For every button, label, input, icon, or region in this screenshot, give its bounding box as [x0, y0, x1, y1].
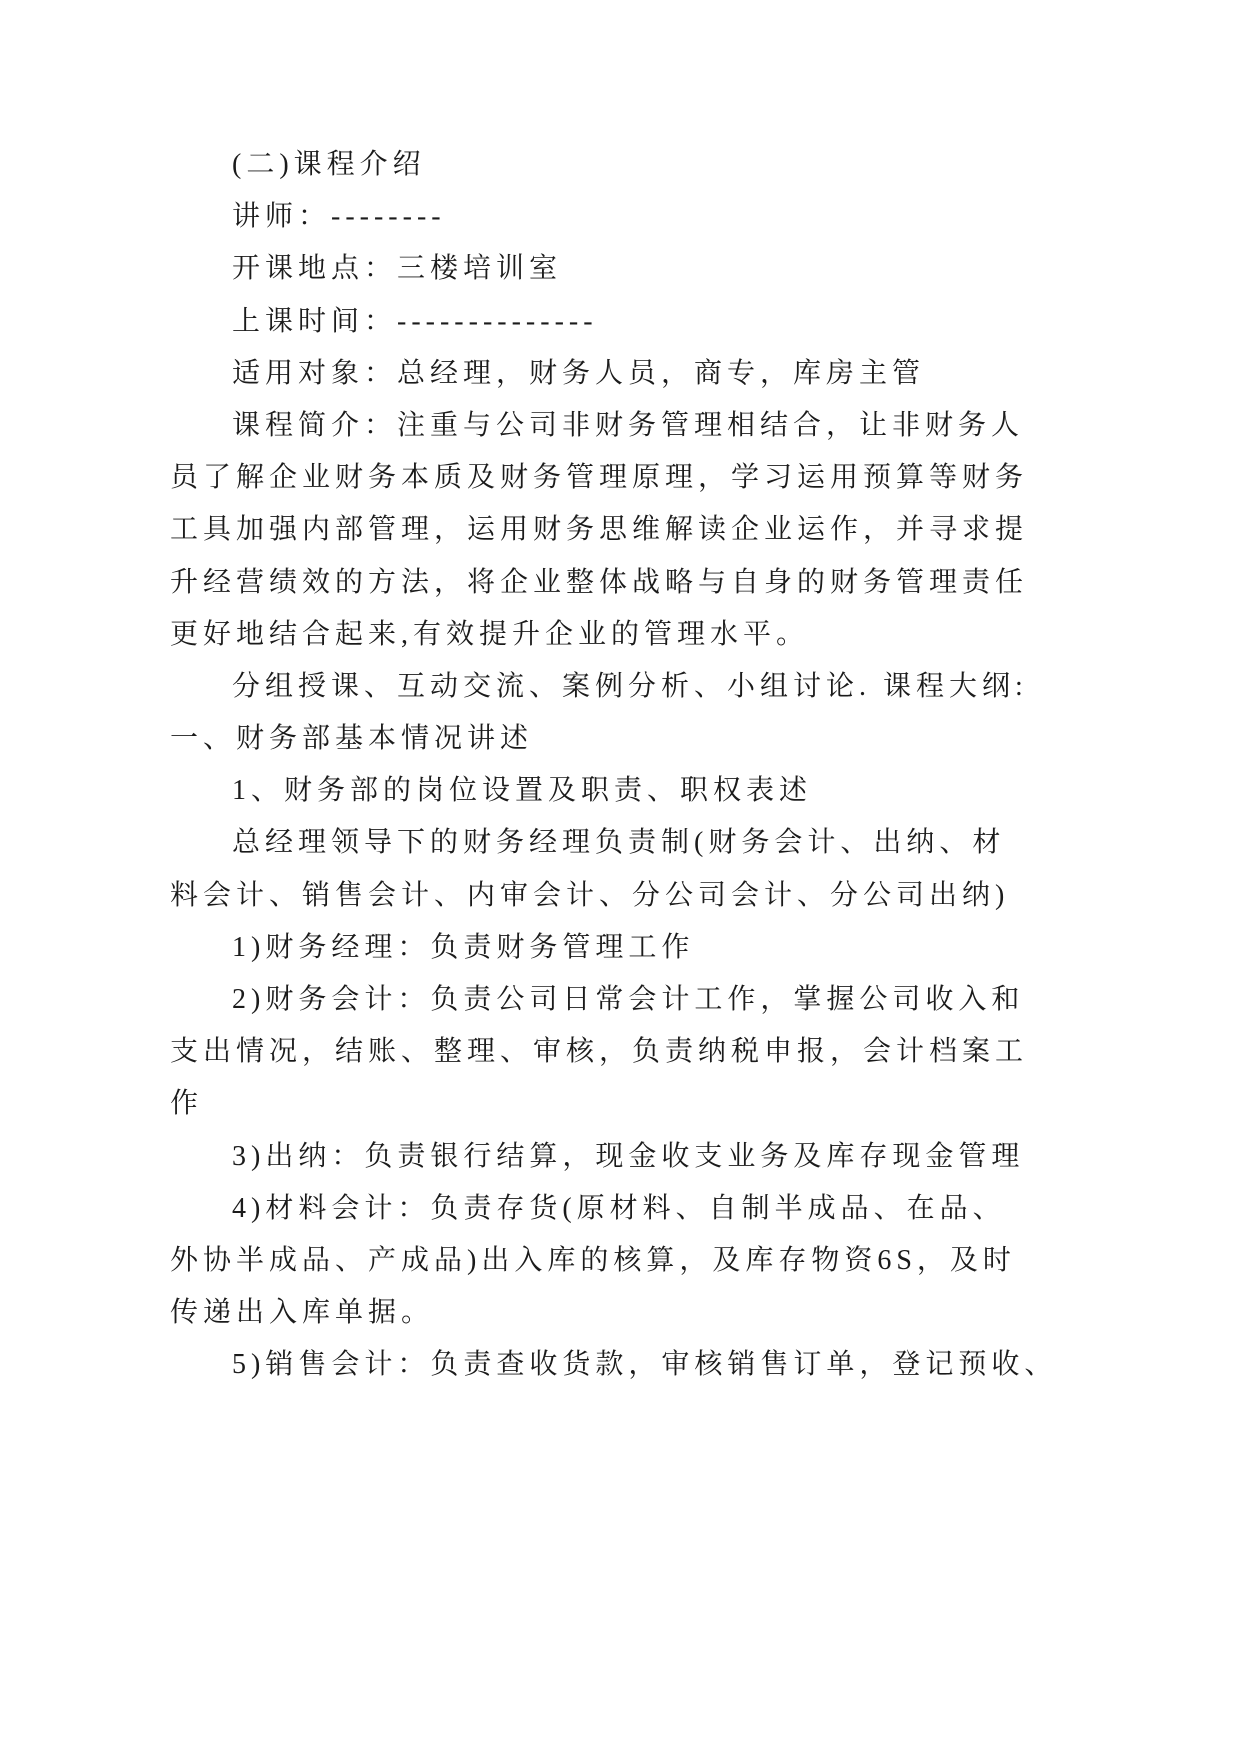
text-line: 员了解企业财务本质及财务管理原理，学习运用预算等财务 — [170, 462, 1029, 494]
paragraph-item-3 — [170, 1131, 1090, 1183]
text-line: (二)课程介绍 — [232, 149, 426, 180]
text-line: 讲师：-------- — [232, 201, 446, 233]
text-line: 料会计、销售会计、内审会计、分公司会计、分公司出纳) — [170, 879, 1010, 911]
paragraph-item-4 — [170, 1183, 1090, 1340]
paragraph-item-2 — [170, 974, 1090, 1131]
paragraph-item-5 — [170, 1339, 1090, 1391]
text-line: 5)销售会计：负责查收货款，审核销售订单，登记预收、 — [232, 1349, 1058, 1381]
paragraph-audience — [170, 348, 1090, 400]
text-line: 工具加强内部管理，运用财务思维解读企业运作，并寻求提 — [170, 514, 1029, 546]
text-line: 外协半成品、产成品)出入库的核算，及库存物资6S，及时 — [170, 1244, 1016, 1276]
text-line: 适用对象：总经理，财务人员，商专，库房主管 — [232, 357, 926, 389]
paragraph-lecturer — [170, 191, 1090, 243]
text-line: 支出情况，结账、整理、审核，负责纳税申报，会计档案工 — [170, 1036, 1029, 1068]
paragraph-class-time — [170, 296, 1090, 348]
text-line: 1、财务部的岗位设置及职责、职权表述 — [232, 775, 813, 807]
text-line: 更好地结合起来,有效提升企业的管理水平。 — [170, 618, 810, 650]
text-line: 上课时间：-------------- — [232, 305, 598, 337]
text-line: 一、财务部基本情况讲述 — [170, 723, 534, 755]
text-line: 升经营绩效的方法，将企业整体战略与自身的财务管理责任 — [170, 566, 1029, 598]
text-line: 传递出入库单据。 — [170, 1297, 435, 1329]
text-line: 3)出纳：负责银行结算，现金收支业务及库存现金管理 — [232, 1140, 1025, 1172]
paragraph-course-summary — [170, 400, 1090, 661]
paragraph-teaching-methods — [170, 661, 1090, 765]
text-line: 作 — [170, 1088, 204, 1120]
text-line: 2)财务会计：负责公司日常会计工作，掌握公司收入和 — [232, 984, 1025, 1015]
text-line: 分组授课、互动交流、案例分析、小组讨论. 课程大纲: — [232, 670, 1028, 702]
paragraph-location — [170, 243, 1090, 295]
paragraph-responsibility-system — [170, 817, 1090, 921]
paragraph-course-intro-heading — [170, 139, 1090, 191]
document-body — [170, 139, 1090, 1392]
paragraph-section-1 — [170, 765, 1090, 817]
text-line: 课程简介：注重与公司非财务管理相结合，让非财务人 — [232, 409, 1025, 441]
text-line: 1)财务经理：负责财务管理工作 — [232, 931, 695, 963]
text-line: 总经理领导下的财务经理负责制(财务会计、出纳、材 — [232, 827, 1006, 859]
paragraph-item-1 — [170, 922, 1090, 974]
text-line: 开课地点：三楼培训室 — [232, 253, 563, 285]
text-line: 4)材料会计：负责存货(原材料、自制半成品、在品、 — [232, 1192, 1006, 1224]
